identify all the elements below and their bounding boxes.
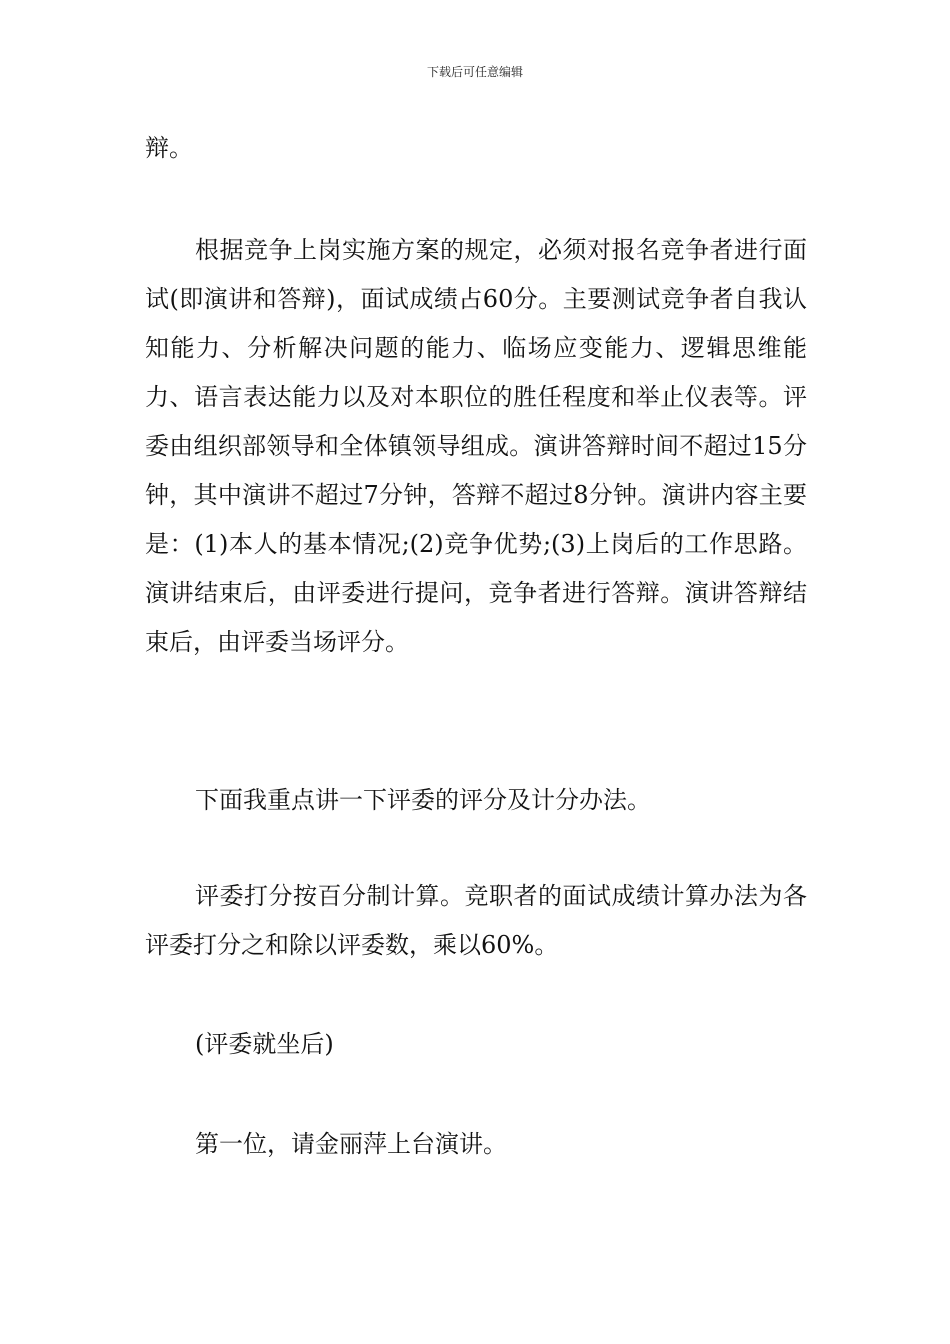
page-header: 下载后可任意编辑 — [426, 65, 523, 79]
paragraph-judges-seated: (评委就坐后) — [195, 1030, 334, 1058]
paragraph-first-speaker: 第一位，请金丽萍上台演讲。 — [195, 1130, 507, 1158]
paragraph-scoring-intro: 下面我重点讲一下评委的评分及计分办法。 — [195, 786, 651, 814]
paragraph-continuation: 辩。 — [145, 134, 193, 162]
paragraph-interview-rules: 根据竞争上岗实施方案的规定，必须对报名竞争者进行面试(即演讲和答辩)，面试成绩占60分。主要测试竞争者自我认知能力、分析解决问题的能力、临场应变能力、逻辑思维能力、语言表达能力以及对本职位的胜任程度和举止仪表等。评委由组织部领导和全体镇领导组成。演讲答辩时间不超过15分钟，其中演讲不超过7分钟，答辩不超过8分钟。演讲内容主要是：(1)本人的基本情况;(2)竞争优势;(3)上岗后的工作思路。演讲结束后，由评委进行提问，竞争者进行答辩。演讲答辩结束后，由评委当场评分。 — [145, 236, 807, 656]
paragraph-scoring-method: 评委打分按百分制计算。竞职者的面试成绩计算办法为各评委打分之和除以评委数，乘以60%。 — [145, 882, 807, 959]
